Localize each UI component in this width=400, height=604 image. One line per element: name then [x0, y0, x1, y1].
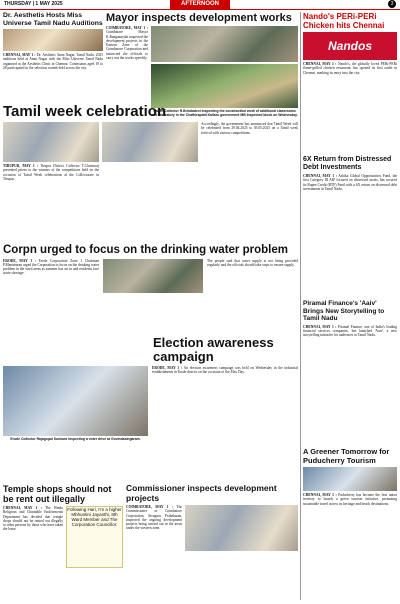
- headline: Election awareness campaign: [153, 335, 274, 364]
- column-divider: [300, 12, 301, 600]
- councillor-advert: [66, 506, 123, 568]
- article-photo-2: [102, 122, 198, 162]
- article-photo: [151, 26, 298, 62]
- headline: Mayor inspects development works: [106, 12, 292, 24]
- article-body: Erode Corporation Zone 1 Chairman P.Manimaran urged the Corporation to focus on the drinking water problem in the ward areas as summer has set in and residents face acute shortage.: [3, 258, 99, 276]
- dateline: ERODE, MAY 1 :: [3, 258, 36, 263]
- article-photo: [103, 259, 203, 293]
- dateline: CHENNAI, MAY 1 :: [303, 493, 337, 497]
- headline: Tamil week celebration: [3, 103, 167, 120]
- article-body: Puducherry has become the first union territory to launch a green tourism initiative, promoting sustainable travel across its heritage and beach destinations.: [303, 493, 397, 506]
- article-body: Dr. Aesthetis Anna Nagar, Tamil Nadu, 2025 auditions held at Anna Nagar with the Miss Universe Tamil Nadu organised at the Aesthetis Clinic in Chennai. Contestants aged 18 to 28 participated in the selection rounds held across the city.: [3, 53, 103, 70]
- article-body: Piramal Finance, one of India's leading financial services companies, has launched 'Aaiv', a new storytelling initiative for audiences in Tamil Nadu.: [303, 324, 397, 338]
- article-corporation: [3, 244, 298, 293]
- headline: A Greener Tomorrow for Puducherry Tourism: [303, 447, 390, 465]
- dateline: CHENNAI, MAY 1 :: [303, 324, 337, 329]
- article-temple: [3, 484, 123, 568]
- article-photo: [3, 29, 103, 51]
- headline: Nando's PERi-PERi Chicken hits Chennai: [303, 12, 385, 30]
- headline: Commissioner inspects development projects: [126, 483, 277, 503]
- issue-date: THURSDAY | 1 MAY 2025: [4, 1, 63, 7]
- article-body: Ashika Global Opportunities Fund, the first Category III AIF focused on distressed assets, has secured its Rupee Credit (RTF) Fund with a 6X return on distressed debt investments in Tamil Nadu.: [303, 174, 398, 191]
- dateline: CHENNAI, MAY 1 :: [3, 53, 36, 57]
- article-commissioner: [126, 484, 298, 551]
- article-body: An election awareness campaign was held on Wednesday in the industrial establishments in Erode district on the occasion of the May Day.: [152, 366, 298, 375]
- article-body: Tirupur District Collector T.Christuraj presented prizes to the winners of the competitions held on the occasion of Tamil Week celebrations at the Collectorate in Tirupur.: [3, 164, 99, 181]
- photo-caption: Salem Collector R.Brindadevi inspecting the construction work of additional classrooms and laboratory in the Chathirapatti Kallaru government MB Inspected block on Wednesday.: [151, 109, 298, 117]
- dateline: CHENNAI, MAY 1 :: [3, 506, 42, 510]
- dateline: TIRUPUR, MAY 1 :: [3, 164, 39, 168]
- article-photo: [303, 467, 397, 491]
- dateline: CHENNAI, MAY 1 :: [303, 62, 337, 66]
- dateline: ERODE, MAY 1 :: [152, 366, 183, 370]
- article-piramal: [303, 300, 397, 337]
- headline: Dr. Aesthetis Hosts Miss Universe Tamil Nadu Auditions: [3, 12, 103, 27]
- page-number: 3: [388, 0, 396, 8]
- article-distressed-debt: [303, 156, 397, 191]
- paper-brand: AFTERNOON: [170, 0, 230, 9]
- article-tamil-week: [3, 104, 298, 181]
- article-aesthetis: [3, 12, 103, 70]
- article-body: The Commissioner of Coimbatore Corporation, Sivaguru Prabakaran, inspected the ongoing development projects being carried out in the areas under the western zone.: [126, 505, 182, 531]
- article-body: Nando's, the globally loved PERi-PERi flame-grilled chicken restaurant, has opened its first outlet in Chennai, marking its entry into the city.: [303, 62, 397, 75]
- article-photo: [185, 505, 298, 551]
- dateline: CHENNAI, MAY 1 :: [303, 174, 337, 178]
- headline: Piramal Finance's 'Aaiv' Brings New Storytelling to Tamil Nadu: [303, 300, 385, 322]
- article-body: Coimbatore Mayor K.Ranganayaki inspected the development projects in the Eastern Zone of the Coimbatore Corporation and instructed the officials to carry out the works speedily.: [106, 30, 149, 61]
- article-body: The Hindu Religious and Charitable Endowments Department has decided that temple shops should not be rented out illegally to other persons by those who have taken the lease.: [3, 506, 63, 532]
- nandos-logo-text: Nandos: [327, 39, 372, 53]
- article-photo-2: [151, 64, 298, 108]
- nandos-banner: [303, 32, 397, 60]
- advert-text: Following Hari, I'm a higher Mbhuntini Jayanthi, 8th Ward Member and The Corporation Councillor.: [67, 507, 122, 527]
- article-election: [3, 336, 298, 441]
- article-body-2: Accordingly, the government has announced that Tamil Week will be celebrated from 29.04.2025 to 05.05.2025 on a Tamil week festival with various competitions.: [201, 122, 298, 135]
- article-photo: [3, 366, 148, 436]
- article-mayor: [106, 12, 298, 117]
- dateline: COIMBATORE, MAY 1 :: [126, 505, 174, 509]
- article-nandos: [303, 12, 397, 75]
- headline: Corpn urged to focus on the drinking water problem: [3, 244, 288, 256]
- dateline: COIMBATORE, MAY 1 :: [106, 26, 148, 30]
- article-body-2: The people said that water supply is not being provided regularly and the officials should take steps to ensure supply.: [207, 258, 298, 267]
- headline: 6X Return from Distressed Debt Investments: [303, 156, 392, 171]
- article-photo: [3, 122, 99, 162]
- article-puducherry: [303, 448, 397, 506]
- headline: Temple shops should not be rent out illegally: [3, 484, 112, 504]
- masthead: [0, 0, 400, 10]
- photo-caption: Erode Collector Rajagopal Sunkara inspecting a voter drive at Govindasingaram.: [10, 437, 141, 441]
